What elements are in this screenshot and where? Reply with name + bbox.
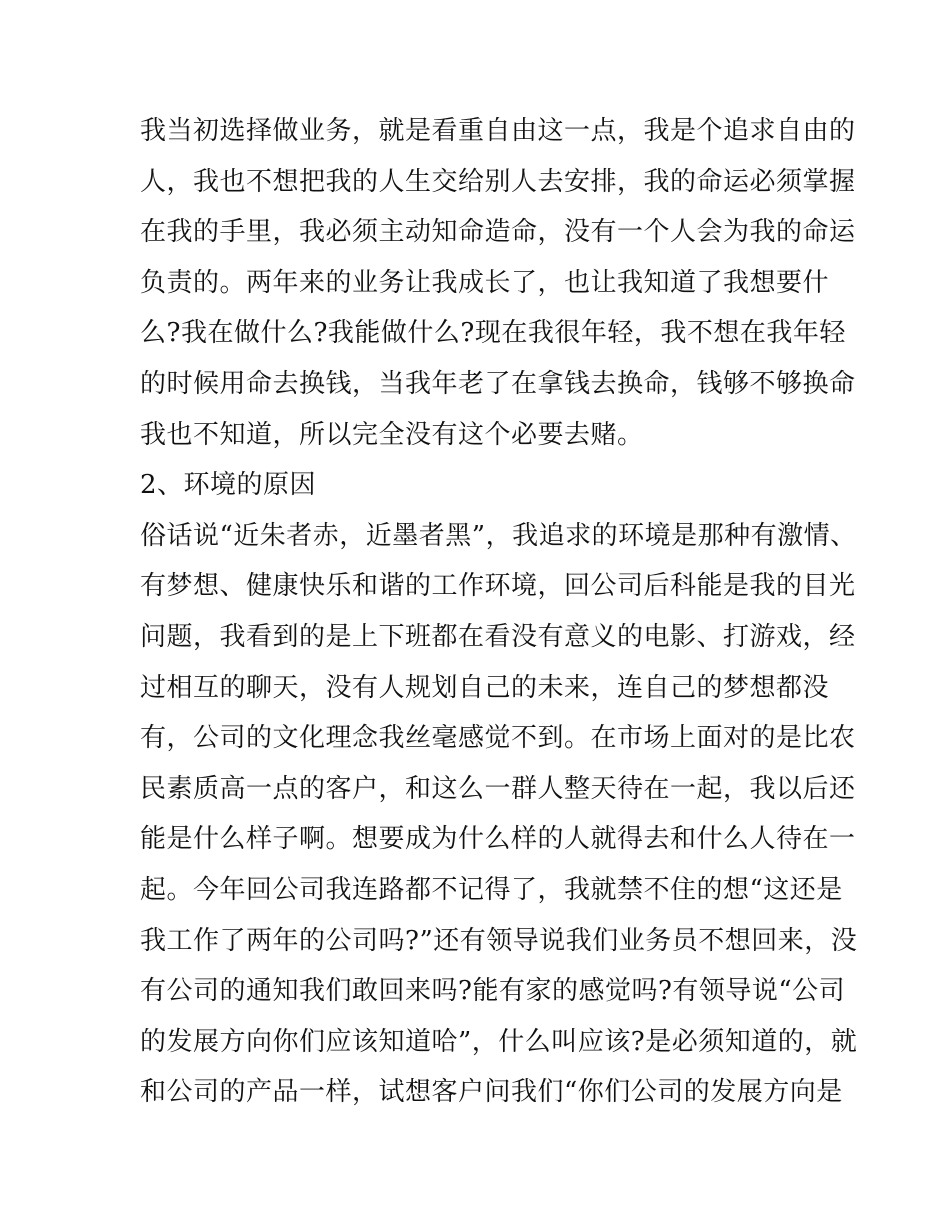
- text-line: 我工作了两年的公司吗?”还有领导说我们业务员不想回来，没: [140, 925, 858, 956]
- text-line: 有梦想、健康快乐和谐的工作环境，回公司后科能是我的目光: [140, 571, 856, 602]
- section-heading: 2、环境的原因: [140, 470, 317, 501]
- text-line: 我当初选择做业务，就是看重自由这一点，我是个追求自由的: [140, 116, 856, 146]
- text-line: 在我的手里，我必须主动知命造命，没有一个人会为我的命运: [140, 217, 856, 248]
- text-line: 么?我在做什么?我能做什么?现在我很年轻，我不想在我年轻: [140, 318, 846, 349]
- text-line: 和公司的产品一样，试想客户问我们“你们公司的发展方向是: [140, 1077, 843, 1108]
- body-text: [140, 106, 858, 1118]
- text-line: 起。今年回公司我连路都不记得了，我就禁不住的想“这还是: [140, 874, 843, 905]
- text-line: 的时候用命去换钱，当我年老了在拿钱去换命，钱够不够换命: [140, 368, 856, 399]
- text-line: 有公司的通知我们敢回来吗?能有家的感觉吗?有领导说“公司: [140, 976, 846, 1007]
- text-line: 俗话说“近朱者赤，近墨者黑”，我追求的环境是那种有激情、: [140, 520, 857, 551]
- text-line: 负责的。两年来的业务让我成长了，也让我知道了我想要什: [140, 267, 830, 298]
- text-line: 我也不知道，所以完全没有这个必要去赌。: [140, 419, 644, 450]
- text-line: 民素质高一点的客户，和这么一群人整天待在一起，我以后还: [140, 773, 856, 804]
- text-line: 有，公司的文化理念我丝毫感觉不到。在市场上面对的是比农: [140, 723, 856, 754]
- text-line: 能是什么样子啊。想要成为什么样的人就得去和什么人待在一: [140, 824, 856, 855]
- text-line: 过相互的聊天，没有人规划自己的未来，连自己的梦想都没: [140, 672, 830, 703]
- text-line: 问题，我看到的是上下班都在看没有意义的电影、打游戏，经: [140, 621, 856, 652]
- text-line: 人，我也不想把我的人生交给别人去安排，我的命运必须掌握: [140, 166, 856, 197]
- text-line: 的发展方向你们应该知道哈”，什么叫应该?是必须知道的，就: [140, 1026, 858, 1057]
